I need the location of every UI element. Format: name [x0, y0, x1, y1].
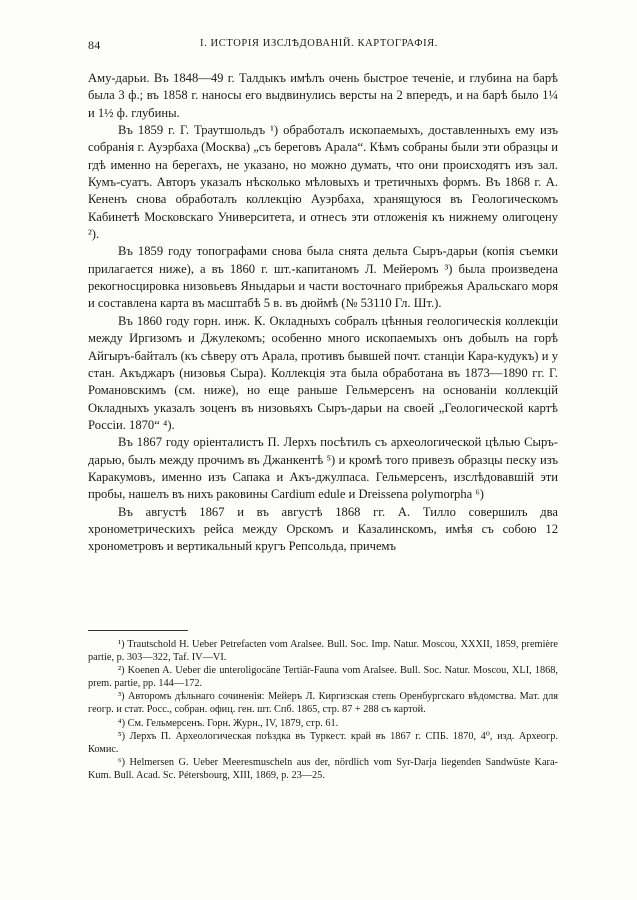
running-title: I. ИСТОРІЯ ИЗСЛѢДОВАНІЙ. КАРТОГРАФІЯ. — [200, 38, 439, 49]
paragraph-5: Въ 1867 году оріенталистъ П. Лерхъ посѣтилъ съ археологической цѣлью Сыръ-дарью, былъ между прочимъ въ Джанкентѣ ⁵) и кромѣ того привезъ образцы песку изъ Каракумовъ, именно изъ Сапака и Акъ-джулпаса. Гельмерсенъ, изслѣдовавшій эти пробы, нашелъ въ нихъ раковины Cardium edule и Dreissena polymorpha ⁶) — [88, 435, 558, 502]
running-header — [88, 38, 556, 54]
page-number: 84 — [88, 38, 101, 52]
main-text — [88, 70, 558, 556]
paragraph-4: Въ 1860 году горн. инж. К. Окладныхъ собралъ цѣнныя геологическія коллекціи между Иргизомъ и Джулекомъ; особенно много ископаемыхъ онъ добылъ на горѣ Айгыръ-байталъ (къ сѣверу отъ Арала, противъ бывшей почт. станціи Кара-кудукъ) и у стан. Акъджаръ (низовья Сыра). Коллекція эта была обработана въ 1873—1890 гг. Г. Романовскимъ (см. ниже), но еще раньше Гельмерсенъ на основаніи коллекцій Окладныхъ указалъ зоценъ въ низовьяхъ Сыръ-дарьи на своей „Геологической картѣ Россіи. 1870“ ⁴). — [88, 313, 558, 432]
footnote-6: ⁶) Helmersen G. Ueber Meeresmuscheln aus der, nördlich vom Syr-Darja liegenden Sandwüste Kara-Kum. Bull. Acad. Sc. Pétersbourg, XIII, 1869, p. 23—25. — [88, 756, 558, 781]
paragraph-3: Въ 1859 году топографами снова была снята дельта Сыръ-дарьи (копія съемки прилагается ниже), а въ 1860 г. шт.-капитаномъ Л. Мейеромъ ³) была произведена рекогносцировка низовьевъ Яныдарьи и части восточнаго прибрежья Аральскаго моря и составлена карта въ масштабѣ 5 в. въ дюймѣ (№ 53110 Гл. Шт.). — [88, 244, 558, 311]
paragraph-1: Аму-дарьи. Въ 1848—49 г. Талдыкъ имѣлъ очень быстрое теченіе, и глубина на барѣ была 3 ф.; въ 1858 г. наносы его выдвинулись версты на 2 впередъ, и на барѣ было 1¼ и 1½ ф. глубины. — [88, 71, 558, 120]
footnote-4: ⁴) См. Гельмерсенъ. Горн. Журн., IV, 1879, стр. 61. — [118, 717, 339, 729]
footnotes — [88, 638, 558, 782]
footnote-3: ³) Авторомъ дѣльнаго сочиненія: Мейеръ Л. Киргизская степь Оренбургскаго вѣдомства. Мат. для геогр. и стат. Росс., собран. офиц. ген. шт. Спб. 1865, стр. 87 + 288 съ картой. — [88, 691, 558, 716]
footnote-5: ⁵) Лерхъ П. Археологическая поѣздка въ Туркест. край въ 1867 г. СПБ. 1870, 4⁰, изд. Археогр. Комис. — [88, 730, 558, 755]
footnote-2: ²) Koenen A. Ueber die unteroligocäne Tertiär-Fauna vom Aralsee. Bull. Soc. Natur. Moscou, XLI, 1868, prem. partie, pp. 144—172. — [88, 665, 558, 690]
footnote-separator — [88, 630, 188, 631]
paragraph-6: Въ августѣ 1867 и въ августѣ 1868 гг. А. Тилло совершилъ два хронометрическихъ рейса между Орскомъ и Казалинскомъ, имѣя съ собою 12 хронометровъ и вертикальный кругъ Репсольда, причемъ — [88, 504, 558, 554]
paragraph-2: Въ 1859 г. Г. Траутшольдъ ¹) обработалъ ископаемыхъ, доставленныхъ ему изъ собранія г. Ауэрбаха (Москва) „съ береговъ Арала“. Кѣмъ собраны были эти образцы и гдѣ именно на берегахъ, не указано, но можно думать, что они происходятъ изъ зал. Кумъ-суатъ. Авторъ указалъ нѣсколько мѣловыхъ и третичныхъ формъ. Въ 1868 г. А. Кененъ снова обработалъ коллекцію Ауэрбаха, хранящуюся въ Геологическомъ Кабинетѣ Московскаго Университета, и отнесъ эти отложенія къ нижнему олигоцену ²). — [88, 123, 558, 242]
footnote-1: ¹) Trautschold H. Ueber Petrefacten vom Aralsee. Bull. Soc. Imp. Natur. Moscou, XXXII, 1859, première partie, p. 303—322, Taf. IV—VI. — [88, 639, 558, 664]
